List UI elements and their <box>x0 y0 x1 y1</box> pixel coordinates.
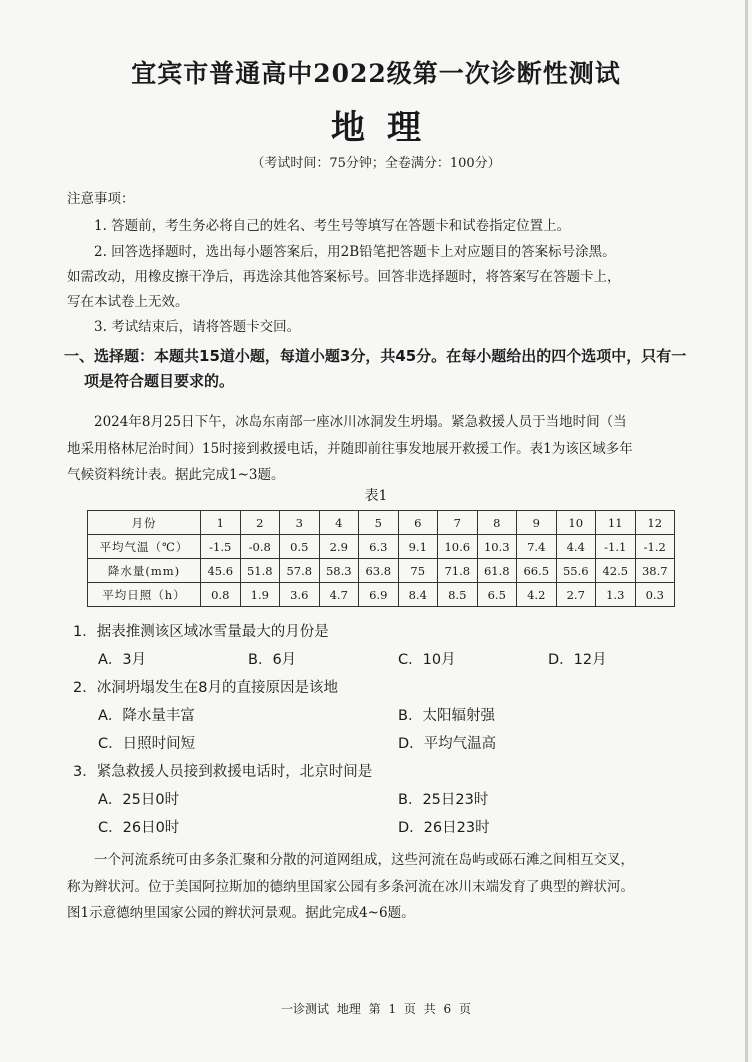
table-cell: 4.4 <box>556 535 596 559</box>
table-cell: 7.4 <box>517 535 557 559</box>
passage-line: 一个河流系统可由多条汇聚和分散的河道网组成，这些河流在岛屿或砾石滩之间相互交叉， <box>94 852 634 868</box>
table-cell: 57.8 <box>280 559 320 583</box>
table-cell: 6.5 <box>477 583 517 607</box>
row-label: 降水量(mm) <box>88 559 201 583</box>
table-cell: 9.1 <box>398 535 438 559</box>
section-heading: 项是符合题目要求的。 <box>84 372 235 390</box>
option: A．降水量丰富 <box>98 708 195 724</box>
table-cell: 66.5 <box>517 559 557 583</box>
exam-title: 宜宾市普通高中2022级第一次诊断性测试 <box>131 59 621 88</box>
subject-title: 地理 <box>331 108 443 148</box>
table-cell: 0.5 <box>280 535 320 559</box>
notice-line: 如需改动，用橡皮擦干净后，再选涂其他答案标号。回答非选择题时，将答案写在答题卡上， <box>67 269 621 285</box>
table-cell: 4.7 <box>319 583 359 607</box>
table-cell: 0.8 <box>201 583 241 607</box>
table-cell: 10 <box>556 511 596 535</box>
table-cell: 75 <box>398 559 438 583</box>
table-cell: 7 <box>438 511 478 535</box>
table-cell: 51.8 <box>240 559 280 583</box>
row-label: 平均日照（h） <box>88 583 201 607</box>
question-stem: 3．紧急救援人员接到救援电话时，北京时间是 <box>73 764 373 780</box>
table-cell: 1.9 <box>240 583 280 607</box>
notice-line: 1. 答题前，考生务必将自己的姓名、考生号等填写在答题卡和试卷指定位置上。 <box>94 218 571 234</box>
table-cell: 0.3 <box>635 583 675 607</box>
section-heading: 一、选择题：本题共15道小题，每道小题3分，共45分。在每小题给出的四个选项中，只有一 <box>64 347 687 365</box>
option: D．12月 <box>548 652 607 668</box>
table-header-label: 月份 <box>88 511 201 535</box>
table-cell: 38.7 <box>635 559 675 583</box>
climate-table <box>87 510 675 607</box>
passage-line: 称为辫状河。位于美国阿拉斯加的德纳里国家公园有多条河流在冰川末端发育了典型的辫状河。 <box>67 879 634 895</box>
table-cell: 3 <box>280 511 320 535</box>
table-cell: -1.5 <box>201 535 241 559</box>
table-row <box>88 511 675 535</box>
page-footer: 一诊测试 地理 第 1 页 共 6 页 <box>281 1002 471 1016</box>
table-row <box>88 583 675 607</box>
option: B．25日23时 <box>398 792 489 808</box>
table-cell: 61.8 <box>477 559 517 583</box>
table-cell: 2.9 <box>319 535 359 559</box>
question-stem: 2．冰洞坍塌发生在8月的直接原因是该地 <box>73 680 338 696</box>
table-cell: 42.5 <box>596 559 636 583</box>
table-cell: 4 <box>319 511 359 535</box>
option: B．6月 <box>248 652 297 668</box>
table-cell: 1 <box>201 511 241 535</box>
question-stem: 1．据表推测该区域冰雪量最大的月份是 <box>73 624 329 640</box>
option: B．太阳辐射强 <box>398 708 495 724</box>
table-cell: 2 <box>240 511 280 535</box>
table-cell: 58.3 <box>319 559 359 583</box>
option: C．日照时间短 <box>98 736 196 752</box>
table-cell: 45.6 <box>201 559 241 583</box>
table-cell: 4.2 <box>517 583 557 607</box>
table-row <box>88 559 675 583</box>
option: D．26日23时 <box>398 820 490 836</box>
passage-line: 气候资料统计表。据此完成1~3题。 <box>67 467 285 483</box>
table-cell: 12 <box>635 511 675 535</box>
table-cell: 71.8 <box>438 559 478 583</box>
notice-line: 3. 考试结束后，请将答题卡交回。 <box>94 319 301 335</box>
table-cell: 11 <box>596 511 636 535</box>
table-cell: 55.6 <box>556 559 596 583</box>
notice-line: 写在本试卷上无效。 <box>67 294 189 310</box>
table-cell: 5 <box>359 511 399 535</box>
table-cell: 10.6 <box>438 535 478 559</box>
table-cell: 6.3 <box>359 535 399 559</box>
option: A．3月 <box>98 652 147 668</box>
table-cell: -0.8 <box>240 535 280 559</box>
row-label: 平均气温（℃） <box>88 535 201 559</box>
table-cell: 8.4 <box>398 583 438 607</box>
table-cell: 8 <box>477 511 517 535</box>
table-cell: 6 <box>398 511 438 535</box>
table-cell: -1.2 <box>635 535 675 559</box>
table-cell: 2.7 <box>556 583 596 607</box>
table-cell: 8.5 <box>438 583 478 607</box>
table-cell: 1.3 <box>596 583 636 607</box>
table-cell: 9 <box>517 511 557 535</box>
notice-heading: 注意事项： <box>67 191 135 207</box>
table-row <box>88 535 675 559</box>
option: D．平均气温高 <box>398 736 497 752</box>
exam-info: （考试时间：75分钟；全卷满分：100分） <box>251 156 501 171</box>
option: C．10月 <box>398 652 456 668</box>
table-caption: 表1 <box>364 488 388 504</box>
notice-line: 2. 回答选择题时，选出每小题答案后，用2B铅笔把答题卡上对应题目的答案标号涂黑。 <box>94 244 616 260</box>
passage-line: 图1示意德纳里国家公园的辫状河景观。据此完成4~6题。 <box>67 905 415 921</box>
table-cell: -1.1 <box>596 535 636 559</box>
table-cell: 6.9 <box>359 583 399 607</box>
table-cell: 10.3 <box>477 535 517 559</box>
option: C．26日0时 <box>98 820 180 836</box>
table-cell: 63.8 <box>359 559 399 583</box>
passage-line: 地采用格林尼治时间）15时接到救援电话，并随即前往事发地展开救援工作。表1为该区域多年 <box>67 441 633 457</box>
table-cell: 3.6 <box>280 583 320 607</box>
option: A．25日0时 <box>98 792 180 808</box>
passage-line: 2024年8月25日下午，冰岛东南部一座冰川冰洞发生坍塌。紧急救援人员于当地时间（当 <box>94 414 627 430</box>
